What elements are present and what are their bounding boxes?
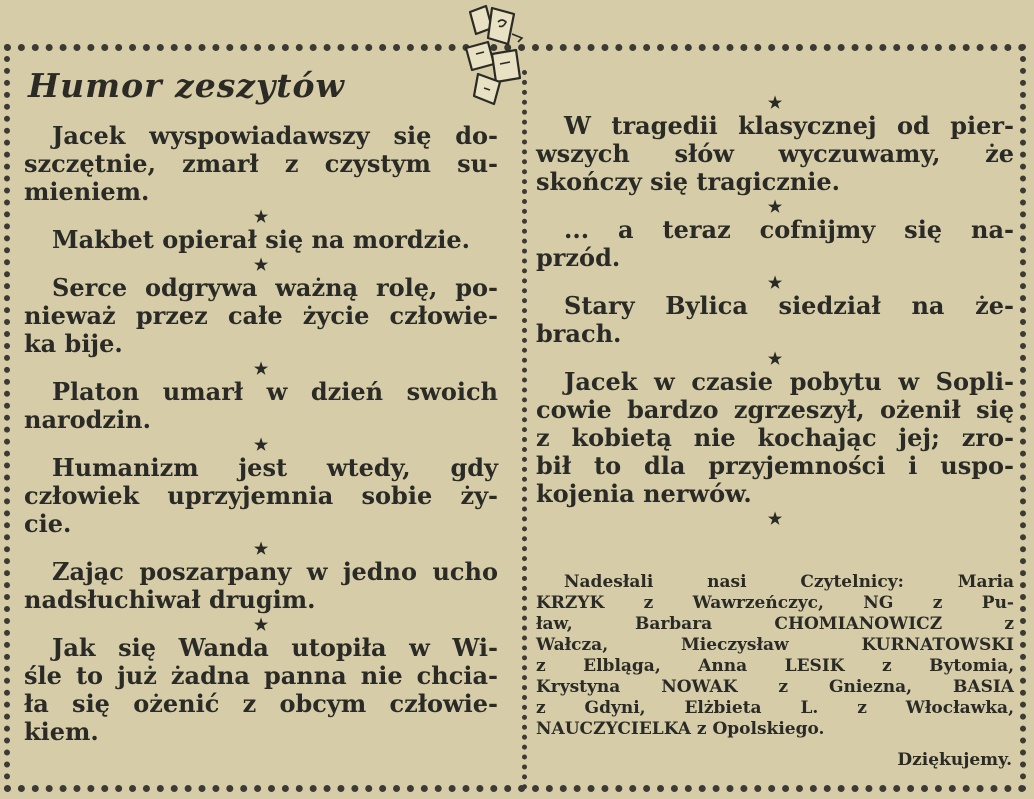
joke (24, 378, 498, 434)
joke-line: Jak się Wanda utopiła w Wi- (52, 633, 498, 662)
joke-line: Makbet opierał się na mordzie. (52, 225, 471, 254)
star-separator: ★ (767, 93, 783, 112)
joke-line: kojenia nerwów. (536, 479, 752, 508)
joke (24, 454, 498, 538)
joke-line: nadsłuchiwał drugim. (24, 585, 316, 614)
right-column (536, 92, 1014, 528)
joke-line: Serce odgrywa ważną rolę, po- (52, 273, 498, 302)
joke (536, 112, 1014, 196)
star-separator: ★ (253, 435, 269, 454)
joke-line: nieważ przez całe życie człowie- (24, 301, 498, 330)
joke-line: ... a teraz cofnijmy się na- (564, 215, 1014, 244)
credits-block (536, 572, 1014, 740)
joke-line: skończy się tragicznie. (536, 167, 841, 196)
joke-line: Humanizm jest wtedy, gdy (52, 453, 498, 482)
star-separator: ★ (767, 273, 783, 292)
joke-line: szczętnie, zmarł z czystym su- (24, 149, 498, 178)
column-divider (522, 70, 527, 790)
credits-line: ław, Barbara CHOMIANOWICZ z (536, 614, 1014, 634)
joke-line: brach. (536, 319, 622, 348)
star-separator: ★ (253, 207, 269, 226)
page-title: Humor zeszytów (28, 66, 345, 105)
star-separator: ★ (253, 539, 269, 558)
joke-line: W tragedii klasycznej od pier- (564, 111, 1014, 140)
joke-line: Stary Bylica siedział na że- (564, 291, 1014, 320)
joke-line: bił to dla przyjemności i uspo- (536, 451, 1014, 480)
thanks-line: Dziękujemy. (897, 750, 1012, 770)
star-separator: ★ (767, 349, 783, 368)
joke-line: Jacek wyspowiadawszy się do- (52, 121, 498, 150)
joke-line: Jacek w czasie pobytu w Sopli- (564, 367, 1014, 396)
star-separator: ★ (767, 509, 783, 528)
joke-line: ka bije. (24, 329, 123, 358)
joke-line: przód. (536, 243, 621, 272)
left-column (24, 122, 498, 746)
joke (536, 292, 1014, 348)
joke (536, 216, 1014, 272)
credits-line: z Gdyni, Elżbieta L. z Włocławka, (536, 698, 1014, 718)
joke (24, 226, 498, 254)
notebook-pages-illustration (456, 4, 536, 108)
joke (24, 634, 498, 746)
joke (24, 274, 498, 358)
credits-line: KRZYK z Wawrzeńczyc, NG z Pu- (536, 593, 1014, 613)
joke-line: człowiek uprzyjemnia sobie ży- (24, 481, 498, 510)
star-separator: ★ (253, 255, 269, 274)
credits-line: Krystyna NOWAK z Gniezna, BASIA (536, 677, 1014, 697)
joke-line: śle to już żadna panna nie chcia- (24, 661, 498, 690)
joke (24, 122, 498, 206)
joke-line: cowie bardzo zgrzeszył, ożenił się (536, 395, 1014, 424)
joke-line: kiem. (24, 717, 99, 746)
joke-line: z kobietą nie kochając jej; zro- (536, 423, 1014, 452)
joke-line: ła się ożenić z obcym człowie- (24, 689, 498, 718)
joke-line: Platon umarł w dzień swoich (52, 377, 498, 406)
star-separator: ★ (253, 615, 269, 634)
star-separator: ★ (767, 197, 783, 216)
credits-line: Wałcza, Mieczysław KURNATOWSKI (536, 635, 1014, 655)
credits-line: z Elbląga, Anna LESIK z Bytomia, (536, 656, 1014, 676)
credits-line: Nadesłali nasi Czytelnicy: Maria (564, 572, 1014, 592)
joke (536, 368, 1014, 508)
joke (24, 558, 498, 614)
joke-line: mieniem. (24, 177, 150, 206)
joke-line: wszych słów wyczuwamy, że (536, 139, 1014, 168)
joke-line: narodzin. (24, 405, 151, 434)
credits-line: NAUCZYCIELKA z Opolskiego. (536, 719, 825, 739)
star-separator: ★ (253, 359, 269, 378)
joke-line: Zając poszarpany w jedno ucho (52, 557, 498, 586)
joke-line: cie. (24, 509, 72, 538)
